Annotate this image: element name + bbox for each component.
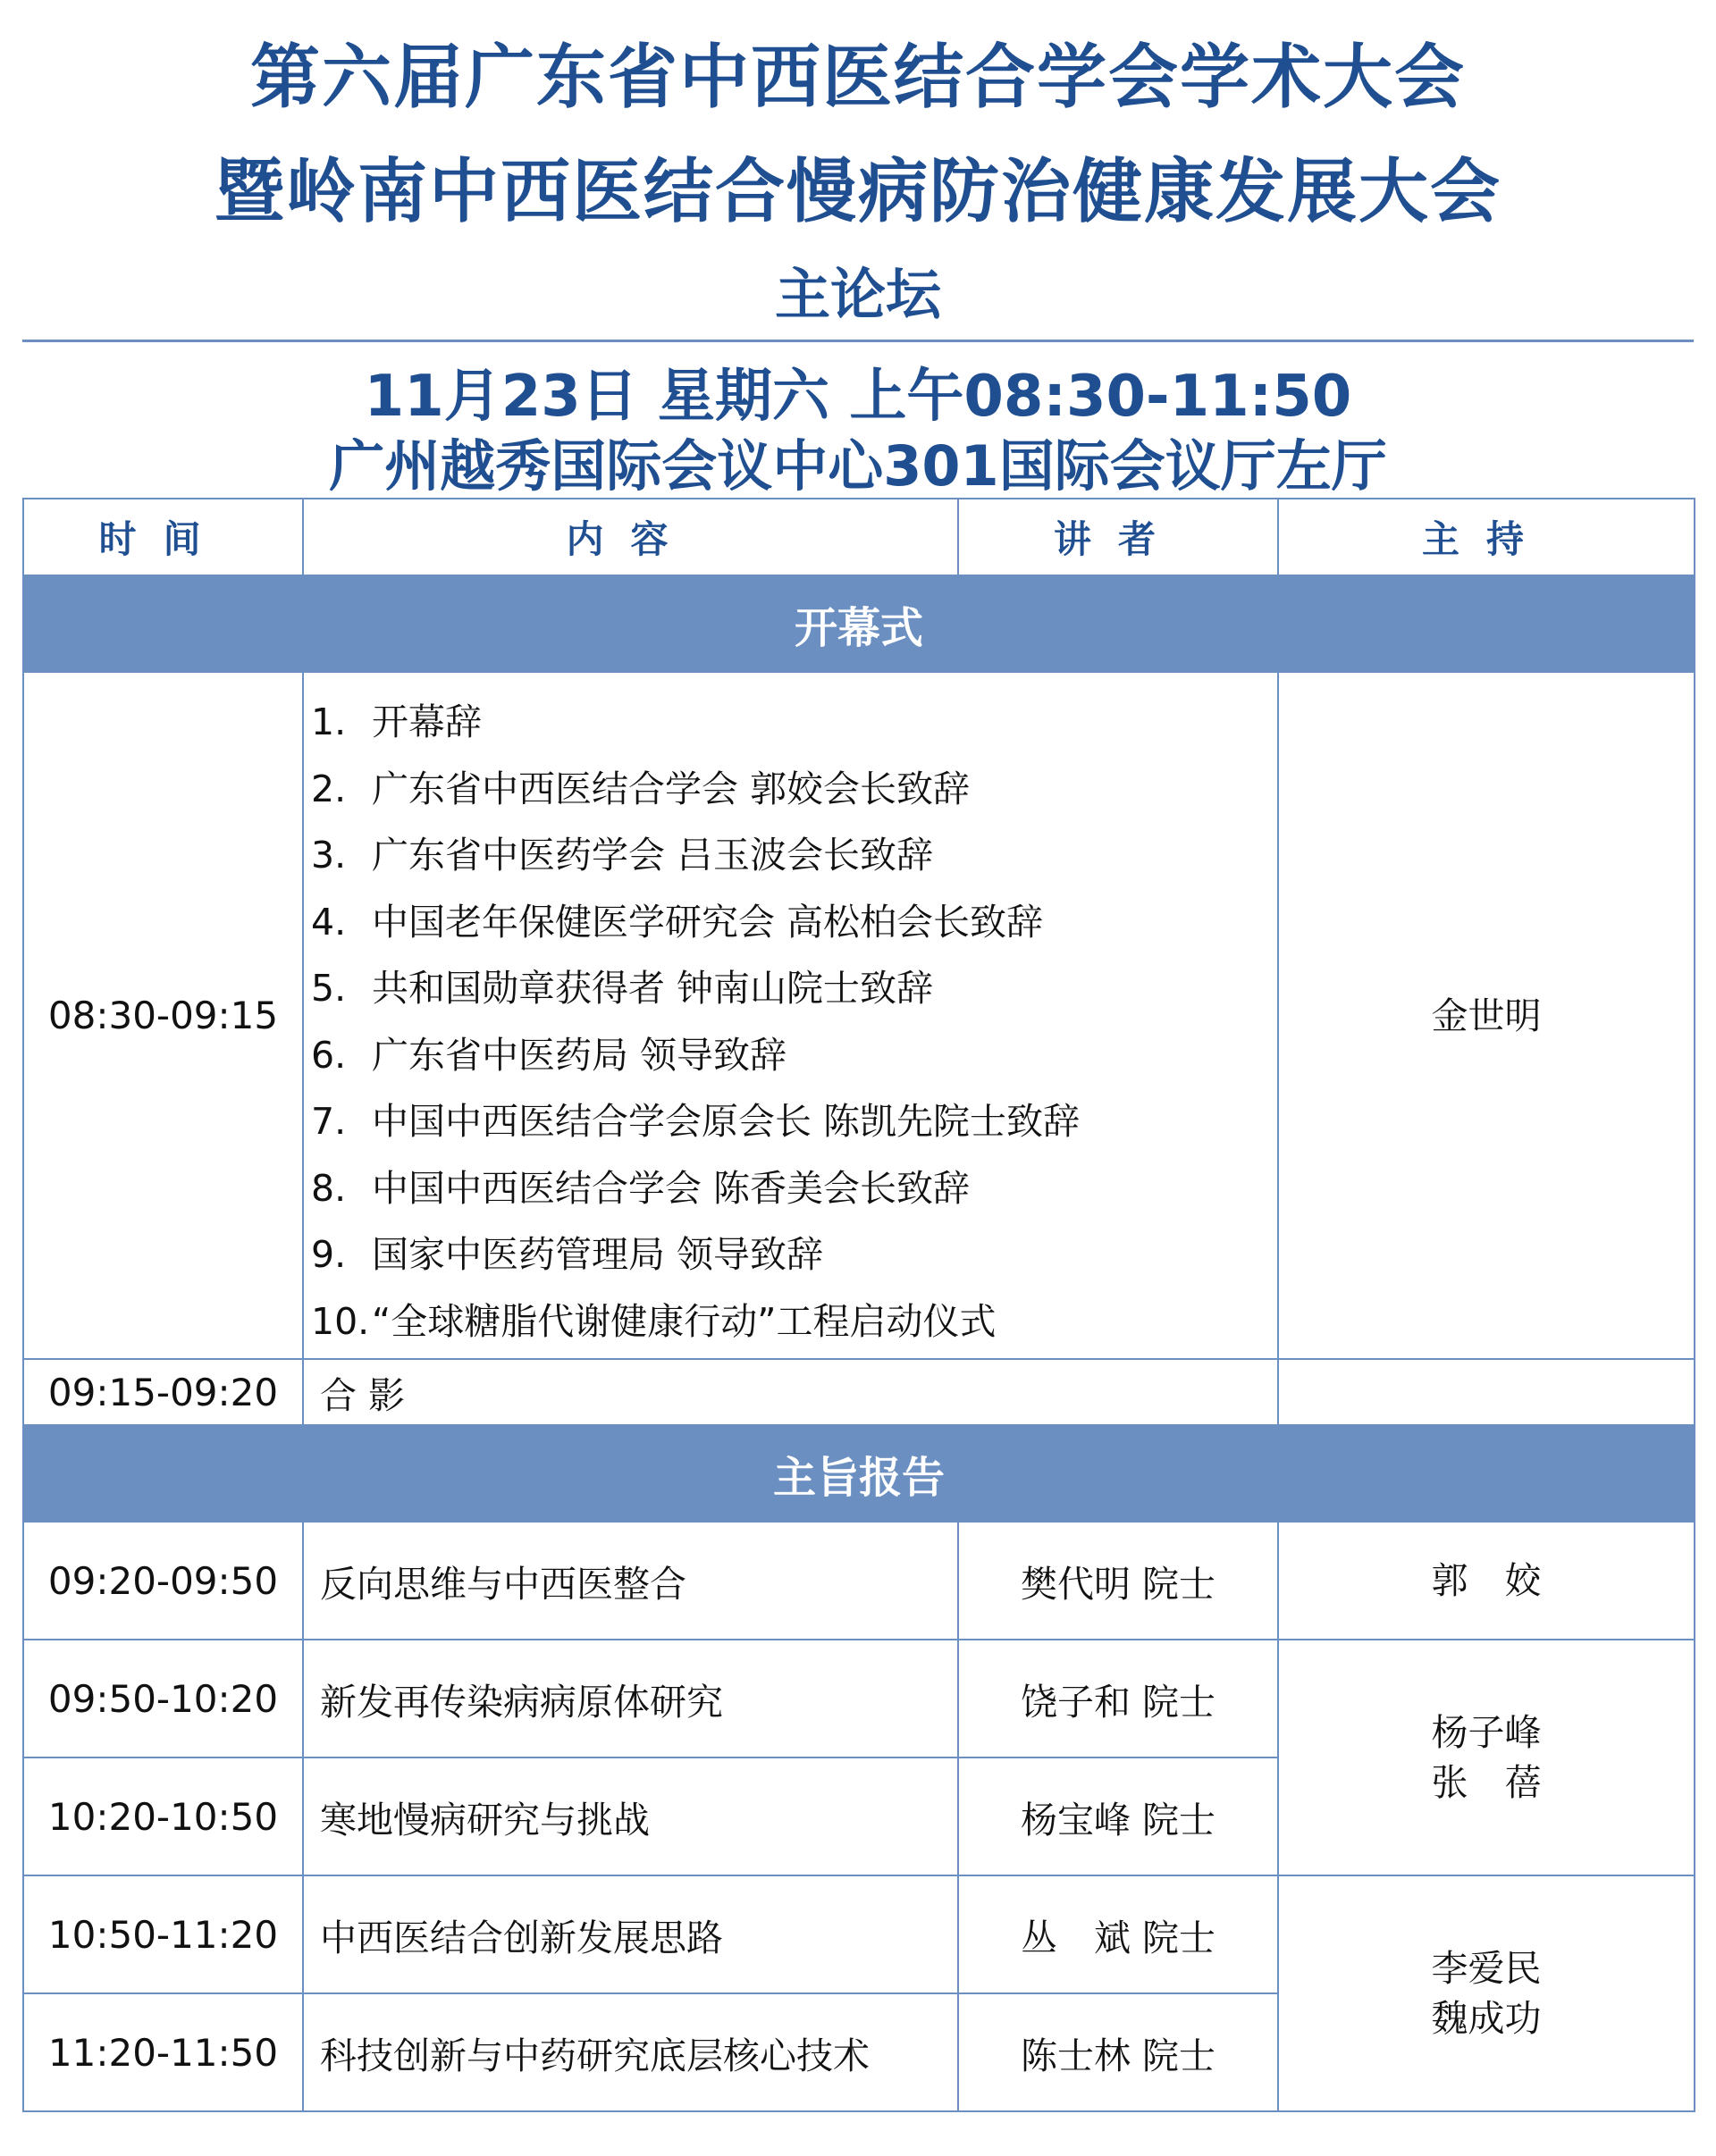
keynote-topic: 寒地慢病研究与挑战 xyxy=(303,1758,958,1875)
keynote-host: 郭 姣 xyxy=(1278,1522,1695,1640)
conference-title-line2: 暨岭南中西医结合慢病防治健康发展大会 xyxy=(214,152,1502,232)
list-item xyxy=(311,889,1277,956)
table-row xyxy=(23,1640,1695,1758)
keynote-time: 09:20-09:50 xyxy=(23,1522,303,1640)
item-text: “全球糖脂代谢健康行动”工程启动仪式 xyxy=(372,1299,997,1343)
item-text: 共和国勋章获得者 钟南山院士致辞 xyxy=(372,967,934,1010)
keynote-time: 10:20-10:50 xyxy=(23,1758,303,1875)
table-header-row xyxy=(23,499,1695,575)
item-number: 8. xyxy=(311,1166,347,1210)
item-number: 10. xyxy=(311,1299,370,1343)
list-item xyxy=(311,822,1277,889)
item-text: 中国中西医结合学会 陈香美会长致辞 xyxy=(372,1166,971,1210)
photo-text: 合 影 xyxy=(303,1359,1278,1425)
photo-row xyxy=(23,1359,1695,1425)
item-text: 中国老年保健医学研究会 高松柏会长致辞 xyxy=(372,900,1044,944)
opening-items-cell xyxy=(303,672,1278,1359)
list-item xyxy=(311,1155,1277,1222)
opening-time: 08:30-09:15 xyxy=(23,672,303,1359)
header-time: 时间 xyxy=(23,499,303,575)
list-item xyxy=(311,1288,1277,1355)
keynote-speaker: 樊代明 院士 xyxy=(958,1522,1278,1640)
item-text: 中国中西医结合学会原会长 陈凯先院士致辞 xyxy=(372,1100,1081,1143)
conference-title-line1: 第六届广东省中西医结合学会学术大会 xyxy=(249,38,1466,118)
session-venue: 广州越秀国际会议中心301国际会议厅左厅 xyxy=(329,433,1387,499)
photo-time: 09:15-09:20 xyxy=(23,1359,303,1425)
item-number: 4. xyxy=(311,900,347,944)
item-number: 7. xyxy=(311,1100,347,1143)
keynote-host-pair xyxy=(1278,1875,1695,2111)
keynote-speaker: 杨宝峰 院士 xyxy=(958,1758,1278,1875)
header-content: 内容 xyxy=(303,499,958,575)
keynote-speaker: 陈士林 院士 xyxy=(958,1993,1278,2111)
item-text: 广东省中西医结合学会 郭姣会长致辞 xyxy=(372,767,971,810)
keynote-time: 09:50-10:20 xyxy=(23,1640,303,1758)
list-item xyxy=(311,689,1277,756)
opening-items-list xyxy=(304,673,1277,1358)
table-row xyxy=(23,1522,1695,1640)
keynote-topic: 中西医结合创新发展思路 xyxy=(303,1875,958,1993)
list-item xyxy=(311,1221,1277,1288)
list-item xyxy=(311,1022,1277,1089)
section-band-opening xyxy=(23,575,1695,672)
item-number: 5. xyxy=(311,967,347,1010)
keynote-time: 11:20-11:50 xyxy=(23,1993,303,2111)
list-item xyxy=(311,756,1277,823)
item-text: 广东省中医药学会 吕玉波会长致辞 xyxy=(372,834,934,877)
keynote-topic: 反向思维与中西医整合 xyxy=(303,1522,958,1640)
photo-host-empty xyxy=(1278,1359,1695,1425)
list-item xyxy=(311,1088,1277,1155)
item-text: 广东省中医药局 领导致辞 xyxy=(372,1033,787,1077)
list-item xyxy=(311,955,1277,1022)
opening-host: 金世明 xyxy=(1278,672,1695,1359)
item-number: 2. xyxy=(311,767,347,810)
host-name: 李爱民 xyxy=(1431,1947,1542,1990)
host-name: 张 蓓 xyxy=(1431,1761,1542,1804)
opening-band-label: 开幕式 xyxy=(23,575,1695,672)
section-band-keynote xyxy=(23,1425,1695,1522)
keynote-speaker: 丛 斌 院士 xyxy=(958,1875,1278,1993)
keynote-host-pair xyxy=(1278,1640,1695,1875)
host-name: 杨子峰 xyxy=(1431,1711,1542,1754)
item-number: 9. xyxy=(311,1233,347,1276)
opening-row xyxy=(23,672,1695,1359)
item-number: 6. xyxy=(311,1033,347,1077)
host-name: 魏成功 xyxy=(1431,1997,1542,2040)
item-text: 开幕辞 xyxy=(372,700,482,743)
agenda-table xyxy=(22,498,1695,2112)
keynote-time: 10:50-11:20 xyxy=(23,1875,303,1993)
item-text: 国家中医药管理局 领导致辞 xyxy=(372,1233,824,1276)
keynote-speaker: 饶子和 院士 xyxy=(958,1640,1278,1758)
header-host: 主持 xyxy=(1278,499,1695,575)
item-number: 1. xyxy=(311,700,347,743)
header-speaker: 讲者 xyxy=(958,499,1278,575)
divider-top xyxy=(22,340,1694,342)
keynote-topic: 新发再传染病病原体研究 xyxy=(303,1640,958,1758)
forum-title: 主论坛 xyxy=(774,262,941,327)
session-date-time: 11月23日 星期六 上午08:30-11:50 xyxy=(364,364,1352,430)
table-row xyxy=(23,1875,1695,1993)
keynote-band-label: 主旨报告 xyxy=(23,1425,1695,1522)
item-number: 3. xyxy=(311,834,347,877)
keynote-topic: 科技创新与中药研究底层核心技术 xyxy=(303,1993,958,2111)
